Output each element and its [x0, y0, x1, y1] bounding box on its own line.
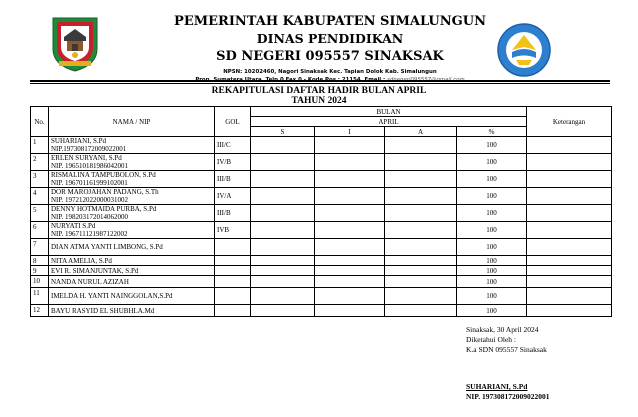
cell-alpa [385, 137, 457, 154]
kabupaten-simalungun-logo-icon [50, 15, 100, 73]
cell-izin [315, 205, 385, 222]
kop-department: DINAS PENDIDIKAN [256, 31, 404, 46]
table-row [31, 305, 612, 317]
cell-sakit [251, 288, 315, 305]
employee-name: NITA AMELIA, S.Pd [51, 256, 112, 265]
header-gol: GOL [215, 107, 251, 137]
cell-no: 5 [31, 205, 49, 222]
cell-keterangan [527, 205, 612, 222]
cell-percent: 100 [457, 137, 527, 154]
cell-alpa [385, 171, 457, 188]
table-row [31, 137, 612, 154]
cell-no: 12 [31, 305, 49, 317]
cell-sakit [251, 137, 315, 154]
employee-nip: NIP. 197212022000031002 [51, 196, 129, 204]
cell-percent: 100 [457, 256, 527, 266]
letterhead [130, 13, 530, 84]
cell-alpa [385, 266, 457, 276]
cell-keterangan [527, 266, 612, 276]
signature-place-date: Sinaksak, 30 April 2024 [466, 325, 539, 334]
cell-no: 9 [31, 266, 49, 276]
cell-keterangan [527, 137, 612, 154]
cell-percent: 100 [457, 205, 527, 222]
employee-name: DOR MAROJAHAN PADANG, S.Th [51, 188, 159, 196]
cell-izin [315, 171, 385, 188]
kop-school: SD NEGERI 095557 SINAKSAK [216, 49, 444, 64]
cell-izin [315, 239, 385, 256]
table-row [31, 222, 612, 239]
cell-name-nip [49, 305, 215, 317]
cell-gol [215, 266, 251, 276]
employee-name: DENNY HOTMAIDA PURBA, S.Pd [51, 205, 157, 213]
cell-alpa [385, 256, 457, 266]
employee-name: BAYU RASYID EL SHUBHLA.Md [51, 306, 155, 315]
cell-no: 3 [31, 171, 49, 188]
header-izin: I [315, 127, 385, 137]
cell-izin [315, 305, 385, 317]
cell-name-nip [49, 188, 215, 205]
cell-gol: IVB [215, 222, 251, 239]
cell-name-nip [49, 239, 215, 256]
cell-gol [215, 239, 251, 256]
cell-gol: IV/B [215, 154, 251, 171]
attendance-table [30, 106, 612, 317]
employee-name: NANDA NURUL AZIZAH [51, 277, 129, 286]
cell-name-nip [49, 171, 215, 188]
cell-percent: 100 [457, 222, 527, 239]
kop-contact-text: Prop. Sumatera Utara, Telp.0 Fax.0 - Kode Pos : 21154, Email : [195, 77, 388, 83]
cell-name-nip [49, 276, 215, 288]
cell-percent: 100 [457, 276, 527, 288]
cell-sakit [251, 205, 315, 222]
cell-percent: 100 [457, 239, 527, 256]
cell-sakit [251, 171, 315, 188]
cell-gol [215, 276, 251, 288]
employee-name: IMELDA H. YANTI NAINGGOLAN,S.Pd [51, 292, 173, 300]
cell-name-nip [49, 256, 215, 266]
table-row [31, 205, 612, 222]
cell-alpa [385, 239, 457, 256]
cell-gol: IV/A [215, 188, 251, 205]
header-alpa: A [385, 127, 457, 137]
cell-name-nip [49, 222, 215, 239]
letterhead-rule-thick [30, 80, 610, 82]
employee-name: DIAN ATMA YANTI LIMBONG, S.Pd [51, 243, 163, 251]
cell-no: 8 [31, 256, 49, 266]
letterhead-rule-thin [30, 83, 610, 84]
cell-name-nip [49, 266, 215, 276]
cell-name-nip [49, 205, 215, 222]
table-row [31, 154, 612, 171]
kop-email: sdnegeri095557@gmail.com [387, 77, 465, 83]
cell-percent: 100 [457, 154, 527, 171]
cell-name-nip [49, 154, 215, 171]
header-keterangan: Keterangan [527, 107, 612, 137]
signature-known-by: Diketahui Oleh : [466, 335, 516, 344]
cell-keterangan [527, 154, 612, 171]
cell-no: 10 [31, 276, 49, 288]
cell-izin [315, 288, 385, 305]
table-row [31, 188, 612, 205]
cell-gol [215, 288, 251, 305]
cell-izin [315, 276, 385, 288]
employee-nip: NIP. 196701161999102001 [51, 179, 128, 187]
tut-wuri-handayani-logo-icon [496, 22, 552, 78]
cell-no: 2 [31, 154, 49, 171]
signature-name: SUHARIANI, S.Pd [466, 382, 528, 391]
cell-izin [315, 256, 385, 266]
cell-gol: III/C [215, 137, 251, 154]
cell-no: 4 [31, 188, 49, 205]
employee-nip: NIP. 196510181986042001 [51, 162, 129, 170]
cell-alpa [385, 276, 457, 288]
cell-alpa [385, 205, 457, 222]
cell-izin [315, 137, 385, 154]
cell-alpa [385, 288, 457, 305]
cell-sakit [251, 188, 315, 205]
cell-gol [215, 305, 251, 317]
header-april: APRIL [251, 117, 527, 127]
employee-name: SUHARIANI, S.Pd [51, 137, 107, 145]
cell-sakit [251, 222, 315, 239]
cell-sakit [251, 256, 315, 266]
cell-no: 11 [31, 288, 49, 305]
cell-keterangan [527, 305, 612, 317]
cell-no: 7 [31, 239, 49, 256]
cell-no: 6 [31, 222, 49, 239]
cell-keterangan [527, 222, 612, 239]
cell-name-nip [49, 137, 215, 154]
table-row [31, 171, 612, 188]
cell-alpa [385, 154, 457, 171]
cell-sakit [251, 239, 315, 256]
cell-sakit [251, 276, 315, 288]
employee-nip: NIP.197308172009022001 [51, 145, 127, 153]
document-title: REKAPITULASI DAFTAR HADIR BULAN APRIL [211, 86, 427, 96]
header-percent: % [457, 127, 527, 137]
signature-position: K.a SDN 095557 Sinaksak [466, 345, 547, 354]
cell-izin [315, 154, 385, 171]
table-row [31, 256, 612, 266]
table-row [31, 276, 612, 288]
cell-keterangan [527, 288, 612, 305]
cell-percent: 100 [457, 288, 527, 305]
employee-name: NURYATI S.Pd [51, 222, 96, 230]
cell-no: 1 [31, 137, 49, 154]
signature-nip: NIP. 197308172009022001 [466, 392, 550, 401]
header-bulan: BULAN [251, 107, 527, 117]
employee-name: EVI R. SIMANJUNTAK, S.Pd [51, 266, 139, 275]
kop-address: NPSN: 10202460, Nagori Sinaksak Kec. Tapian Dolok Kab. Simalungun [223, 69, 437, 75]
cell-percent: 100 [457, 188, 527, 205]
cell-percent: 100 [457, 305, 527, 317]
cell-izin [315, 266, 385, 276]
cell-name-nip [49, 288, 215, 305]
header-no: No. [31, 107, 49, 137]
cell-izin [315, 222, 385, 239]
cell-gol: III/B [215, 171, 251, 188]
cell-sakit [251, 266, 315, 276]
kop-government: PEMERINTAH KABUPATEN SIMALUNGUN [174, 14, 486, 29]
cell-alpa [385, 188, 457, 205]
employee-name: RISMALINA TAMPUBOLON, S.Pd [51, 171, 156, 179]
cell-keterangan [527, 276, 612, 288]
cell-alpa [385, 305, 457, 317]
cell-percent: 100 [457, 266, 527, 276]
employee-name: ERLEN SURYANI, S.Pd [51, 154, 122, 162]
cell-izin [315, 188, 385, 205]
cell-sakit [251, 154, 315, 171]
cell-alpa [385, 222, 457, 239]
table-row [31, 288, 612, 305]
employee-nip: NIP. 196711121987122002 [51, 230, 128, 238]
cell-keterangan [527, 171, 612, 188]
table-row [31, 266, 612, 276]
cell-keterangan [527, 256, 612, 266]
cell-sakit [251, 305, 315, 317]
table-row [31, 239, 612, 256]
cell-percent: 100 [457, 171, 527, 188]
header-nama-nip: NAMA / NIP [49, 107, 215, 137]
cell-keterangan [527, 239, 612, 256]
cell-gol: III/B [215, 205, 251, 222]
cell-gol [215, 256, 251, 266]
employee-nip: NIP. 198203172014062000 [51, 213, 129, 221]
document-year: TAHUN 2024 [291, 96, 347, 106]
header-sakit: S [251, 127, 315, 137]
cell-keterangan [527, 188, 612, 205]
